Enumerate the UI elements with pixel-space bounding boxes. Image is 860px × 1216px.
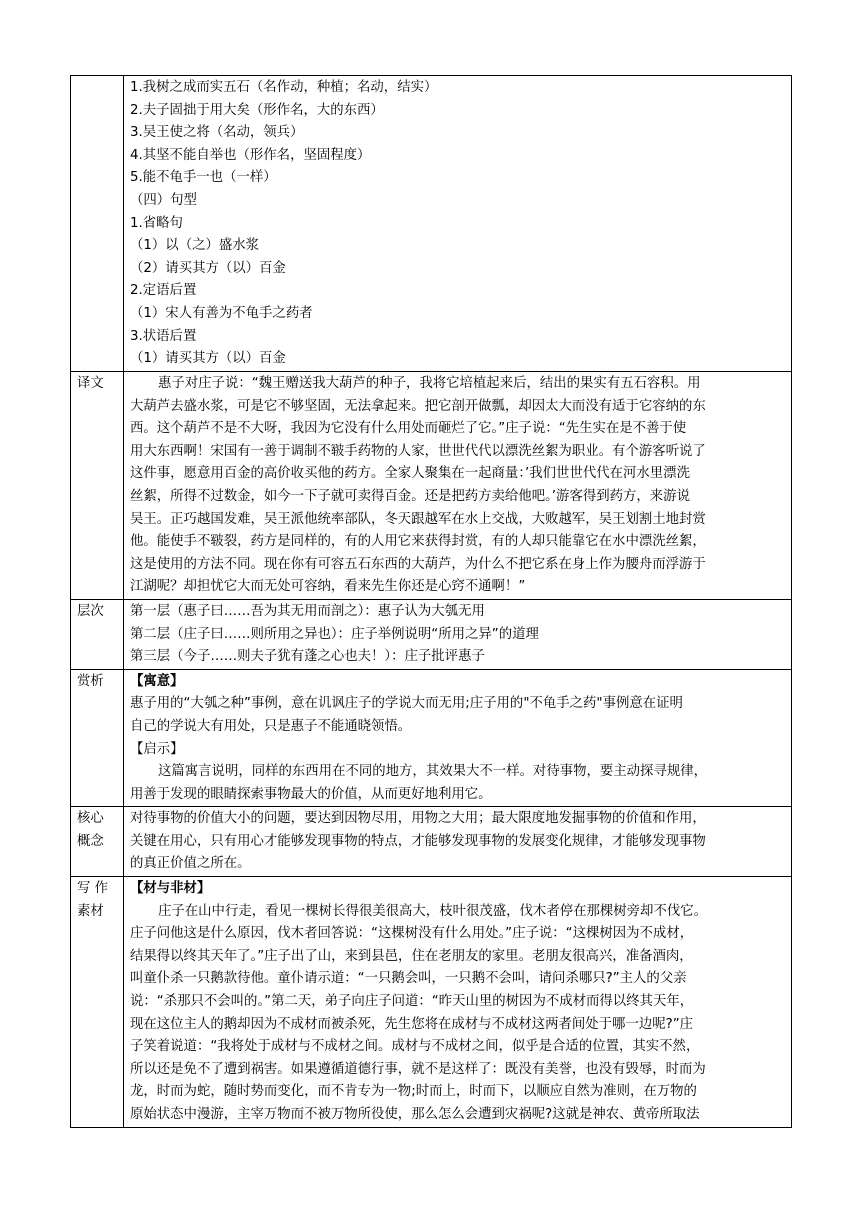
grammar-content <box>124 76 792 372</box>
level-line: 第一层（惠子曰……吾为其无用而剖之）：惠子认为大瓠无用 <box>130 603 485 619</box>
appreciation-content <box>124 669 792 807</box>
row-levels <box>71 599 792 669</box>
grammar-line: 3.状语后置 <box>130 328 197 344</box>
material-line: 庄子在山中行走，看见一棵树长得很美很高大，枝叶很茂盛，伐木者停在那棵树旁却不伐它。 <box>158 903 708 919</box>
material-label-line: 素材 <box>77 903 104 919</box>
material-label-line: 写 作 <box>77 881 109 897</box>
concept-label-line: 概念 <box>77 833 104 849</box>
material-line: 现在这位主人的鹅却因为不成材而被杀死，先生您将在成材与不成材这两者间处于哪一边呢?”庄 <box>130 1016 694 1032</box>
grammar-line: 3.吴王使之将（名动，领兵） <box>130 125 304 141</box>
grammar-line: 2.夫子固拙于用大矣（形作名，大的东西） <box>130 102 384 118</box>
material-line: 叫童仆杀一只鹅款待他。童仆请示道：“一只鹅会叫，一只鹅不会叫，请问杀哪只?”主人的父亲 <box>130 971 687 987</box>
material-line: 原始状态中漫游，主宰万物而不被万物所役使，那么怎么会遭到灾祸呢?这就是神农、黄帝所取法 <box>130 1107 700 1122</box>
grammar-line: （四）句型 <box>130 192 197 208</box>
levels-content <box>124 599 792 669</box>
concept-content <box>124 807 792 877</box>
translation-line: 这是使用的方法不同。现在你有可容五石东西的大葫芦，为什么不把它系在身上作为腰舟而浮游于 <box>130 556 706 572</box>
row-translation <box>71 372 792 600</box>
grammar-line: 5.能不龟手一也（一样） <box>130 170 277 186</box>
concept-line: 关键在用心，只有用心才能够发现事物的特点，才能够发现事物的发展变化规律，才能够发现事物 <box>130 833 706 849</box>
translation-line: 丝絮，所得不过数金，如今一下子就可卖得百金。还是把药方卖给他吧。’游客得到药方，来游说 <box>130 488 690 504</box>
translation-line: 惠子对庄子说：“魏王赠送我大葫芦的种子，我将它培植起来后，结出的果实有五石容积。用 <box>158 376 701 391</box>
grammar-line: （1）以（之）盛水浆 <box>130 238 260 254</box>
grammar-line: 4.其坚不能自举也（形作名，坚固程度） <box>130 147 371 163</box>
row-label-grammar <box>71 76 124 372</box>
concept-line: 对待事物的价值大小的问题，要达到因物尽用，用物之大用；最大限度地发掘事物的价值和作用， <box>130 811 706 827</box>
concept-label-line: 核心 <box>77 811 104 827</box>
row-grammar <box>71 76 792 372</box>
material-heading: 【材与非材】 <box>130 881 211 897</box>
material-line: 庄子问他这是什么原因，伐木者回答说：“这棵树没有什么用处。”庄子说：“这棵树因为不成材， <box>130 926 694 942</box>
translation-line: 他。能使手不皲裂，药方是同样的，有的人用它来获得封赏，有的人却只能靠它在水中漂洗丝絮， <box>130 534 706 550</box>
grammar-line: 1.我树之成而实五石（名作动，种植；名动，结实） <box>130 80 438 95</box>
grammar-line: （2）请买其方（以）百金 <box>130 260 286 276</box>
material-line: 说：“杀那只不会叫的。”第二天，弟子向庄子问道：“昨天山里的树因为不成材而得以终其天年， <box>130 994 694 1010</box>
row-material <box>71 877 792 1128</box>
appreciation-line: 惠子用的“大瓠之种”事例，意在讥讽庄子的学说大而无用;庄子用的"不龟手之药"事例意在证明 <box>130 696 683 712</box>
translation-line: 大葫芦去盛水浆，可是它不够坚固，无法拿起来。把它剖开做瓢，却因太大而没有适于它容纳的东 <box>130 398 706 414</box>
grammar-line: （1）请买其方（以）百金 <box>130 351 286 367</box>
appreciation-line: 这篇寓言说明，同样的东西用在不同的地方，其效果大不一样。对待事物，要主动探寻规律， <box>158 764 708 780</box>
row-label-translation: 译文 <box>71 372 124 600</box>
translation-line: 用大东西啊！宋国有一善于调制不皲手药物的人家，世世代代以漂洗丝絮为职业。有个游客听说了 <box>130 443 706 459</box>
notes-table <box>70 75 792 1128</box>
row-concept <box>71 807 792 877</box>
row-appreciation <box>71 669 792 807</box>
material-line: 子笑着说道：“我将处于成材与不成材之间。成材与不成材之间，似乎是合适的位置，其实不然， <box>130 1039 700 1055</box>
material-line: 结果得以终其天年了。”庄子出了山，来到县邑，住在老朋友的家里。老朋友很高兴，准备酒肉， <box>130 948 693 964</box>
row-label-material <box>71 877 124 1128</box>
grammar-line: （1）宋人有善为不龟手之药者 <box>130 305 313 321</box>
row-label-levels: 层次 <box>71 599 124 669</box>
appreciation-line: 自己的学说大有用处，只是惠子不能通晓领悟。 <box>130 718 412 734</box>
grammar-line: 1.省略句 <box>130 215 183 231</box>
row-label-appreciation: 赏析 <box>71 669 124 807</box>
translation-line: 吴王。正巧越国发难，吴王派他统率部队，冬天跟越军在水上交战，大败越军，吴王划割土地封赏 <box>130 511 706 527</box>
grammar-line: 2.定语后置 <box>130 283 197 299</box>
material-line: 龙，时而为蛇，随时势而变化，而不肯专为一物;时而上，时而下，以顺应自然为准则，在万物的 <box>130 1084 697 1100</box>
material-content <box>124 877 792 1128</box>
material-line: 所以还是免不了遭到祸害。如果遵循道德行事，就不是这样了：既没有美誉，也没有毁辱，时而为 <box>130 1061 706 1077</box>
translation-line: 这件事，愿意用百金的高价收买他的药方。全家人聚集在一起商量：’我们世世代代在河水里漂洗 <box>130 466 690 482</box>
translation-content <box>124 372 792 600</box>
translation-line: 西。这个葫芦不是不大呀，我因为它没有什么用处而砸烂了它。”庄子说：“先生实在是不善于使 <box>130 421 687 437</box>
appreciation-heading-moral: 【寓意】 <box>130 673 184 689</box>
concept-line: 的真正价值之所在。 <box>130 856 251 872</box>
row-label-concept <box>71 807 124 877</box>
level-line: 第三层（今子……则夫子犹有蓬之心也夫！）：庄子批评惠子 <box>130 649 485 665</box>
appreciation-line: 用善于发现的眼睛探索事物最大的价值，从而更好地利用它。 <box>130 786 492 802</box>
level-line: 第二层（庄子曰……则所用之异也）：庄子举例说明“所用之异”的道理 <box>130 626 539 642</box>
translation-line: 江湖呢？却担忧它大而无处可容纳，看来先生你还是心窍不通啊！” <box>130 579 526 595</box>
appreciation-heading-insight: 【启示】 <box>130 741 184 757</box>
